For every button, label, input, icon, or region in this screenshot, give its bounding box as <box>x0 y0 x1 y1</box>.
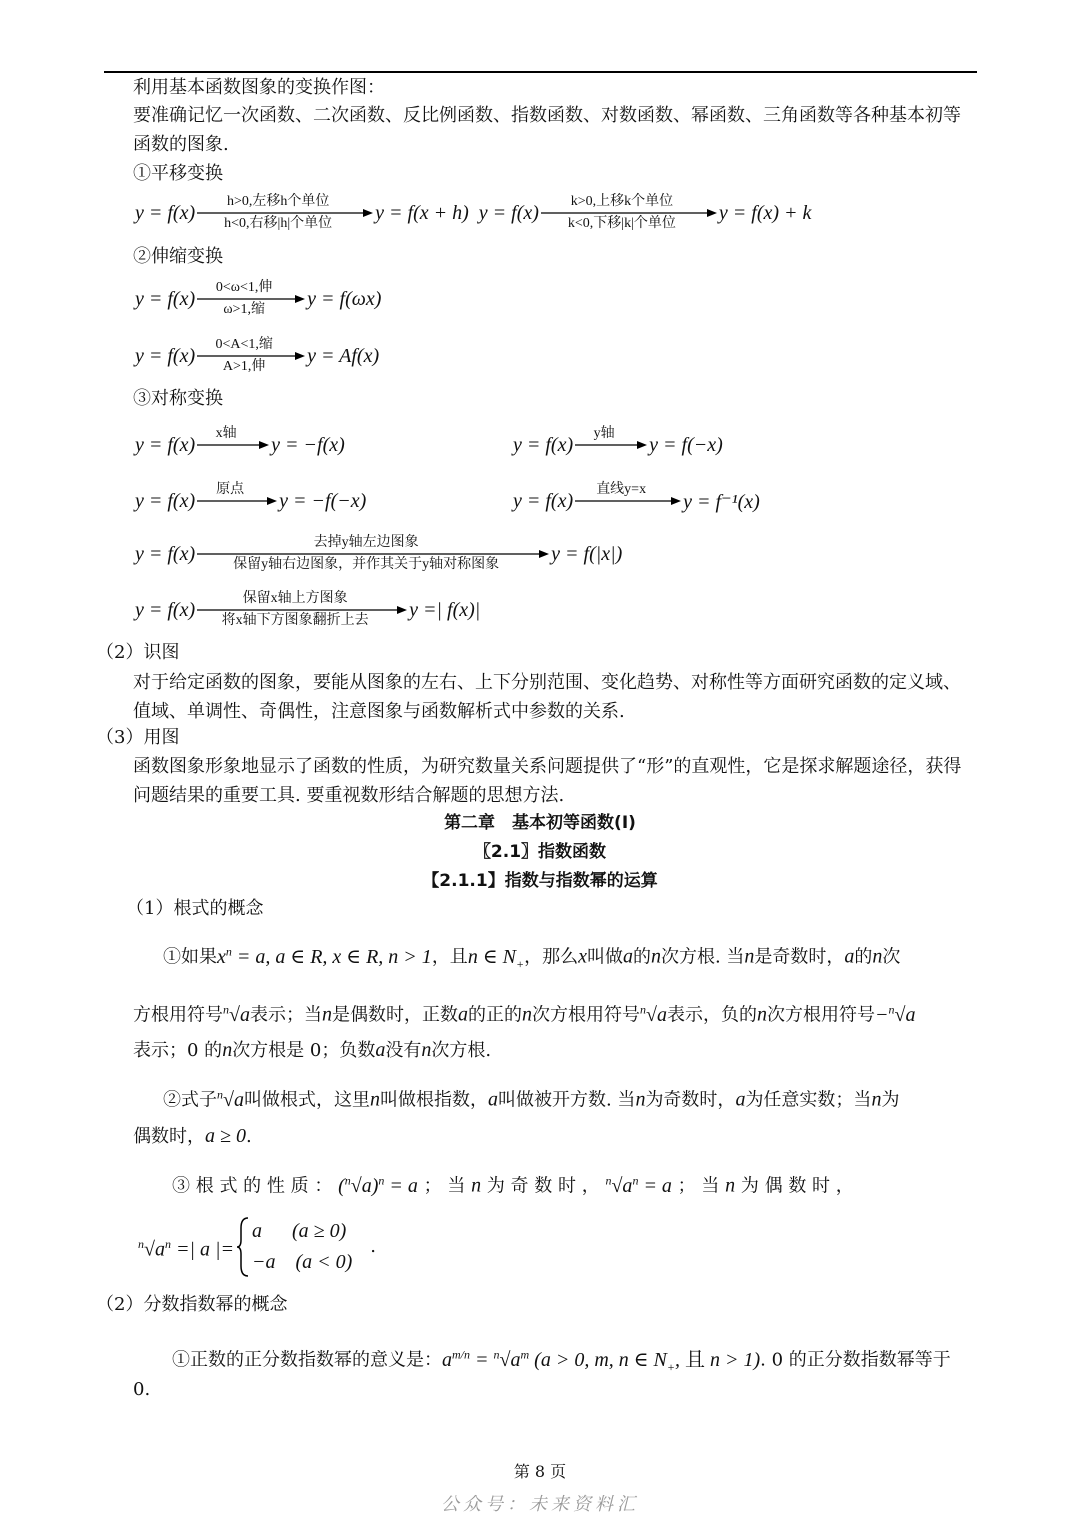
math-expr: n <box>650 945 661 968</box>
text-span: 偶数时， <box>133 1126 205 1147</box>
arrow-omega <box>197 279 305 319</box>
text-span: 的 <box>632 946 651 968</box>
translation-h-row <box>135 193 811 233</box>
section-title: 〖2.1〗指数函数 <box>473 842 607 862</box>
base-function: y = f(x) <box>513 433 574 456</box>
header-rule <box>104 71 977 73</box>
arrow-k-top-label: k>0,上移k个单位 <box>570 194 674 209</box>
math-expr: $a^{m/n} = ^n√a^m$ (a > 0, m, n ∈ $N_+$, 且 n > 1) <box>442 1347 761 1374</box>
base-function: y = f(x) <box>135 433 196 456</box>
text-span: ； 当 <box>423 1175 466 1197</box>
base-function: y = f(x) <box>135 598 196 621</box>
text-span: 是偶数时，正数 <box>331 1004 458 1026</box>
text-span: ； 当 <box>677 1175 720 1197</box>
fractional-paragraph-2: 0. <box>133 1379 151 1400</box>
case-positive: a (a ≥ 0) <box>251 1220 347 1242</box>
translation-h-result: y = f(x + h) <box>375 201 469 224</box>
subsection-title: 【2.1.1】指数与指数幂的运算 <box>422 871 658 891</box>
arrow-a-top-label: 0<A<1,缩 <box>215 337 273 352</box>
stretch-a-row <box>135 336 379 376</box>
stretch-title: ②伸缩变换 <box>133 246 223 267</box>
fractional-title: （2）分数指数幂的概念 <box>96 1294 288 1315</box>
math-expr: $^n√a^n = a$ <box>605 1173 672 1197</box>
translation-k-result: y = f(x) + k <box>718 201 812 224</box>
arrow-h <box>197 193 373 233</box>
text-span: 的正的 <box>467 1004 522 1026</box>
math-expr: a ≥ 0 <box>205 1125 246 1147</box>
base-function: y = f(x) <box>478 201 539 224</box>
arrow-abs-x-top-label: 去掉y轴左边图象 <box>313 535 419 550</box>
symmetry-origin-row <box>135 481 366 521</box>
stretch-w-result: y = f(ωx) <box>307 287 382 310</box>
radical-paragraph-4 <box>163 1080 899 1115</box>
math-expr: n <box>471 1174 482 1197</box>
stretch-w-row <box>135 279 381 319</box>
base-function: y = f(x) <box>135 489 196 512</box>
math-expr: n <box>871 1088 882 1111</box>
symmetry-abs-x-result: y = f(|x|) <box>551 542 623 565</box>
page-number: 第 8 页 <box>513 1462 567 1481</box>
math-expr: $^n$√a <box>639 1002 667 1026</box>
text-span: 表示；当 <box>249 1004 322 1026</box>
text-span: 次方根是 0；负数 <box>232 1040 376 1061</box>
symmetry-y-result: y = f(−x) <box>649 433 723 456</box>
text-span: 次方根. 当 <box>660 946 745 968</box>
math-expr: a <box>375 1039 386 1061</box>
arrow-abs-f <box>197 590 407 630</box>
math-expr: n <box>744 945 755 968</box>
arrow-icon <box>197 496 277 506</box>
arrow-y-axis-label: y轴 <box>593 426 615 441</box>
base-function: y = f(x) <box>135 287 196 310</box>
arrow-line-label: 直线y=x <box>596 482 647 497</box>
arrow-icon <box>197 440 269 450</box>
chapter-title: 第二章 基本初等函数(Ⅰ) <box>444 813 636 833</box>
arrow-abs-x-bottom-label: 保留y轴右边图象，并作其关于y轴对称图象 <box>233 557 500 572</box>
text-span: 为任意实数；当 <box>745 1089 872 1111</box>
stretch-a-result: y = Af(x) <box>307 344 380 367</box>
math-expr: n <box>756 1003 767 1026</box>
base-function: y = f(x) <box>135 542 196 565</box>
math-expr: n <box>321 1003 332 1026</box>
math-expr: −$^n$√a <box>874 1002 916 1026</box>
text-span: ③ 根 式 的 性 质 ： <box>172 1175 333 1197</box>
text-span: ②式子 <box>163 1089 217 1111</box>
arrow-a <box>197 336 305 376</box>
symmetry-line-row <box>513 481 760 521</box>
text-span: ，那么 <box>524 946 579 968</box>
arrow-h-top-label: h>0,左移h个单位 <box>226 194 330 209</box>
arrow-icon <box>575 440 647 450</box>
math-expr: $(^n√a)^n = a$ <box>338 1173 418 1197</box>
radical-paragraph-1 <box>163 937 900 978</box>
math-expr: a <box>622 945 633 968</box>
math-expr: $^n$√a <box>217 1087 244 1111</box>
text-span: 次方根. <box>431 1040 492 1061</box>
arrow-omega-top-label: 0<ω<1,伸 <box>215 280 273 295</box>
text-span: 方根用符号 <box>133 1004 223 1026</box>
usage-title: （3）用图 <box>96 727 180 748</box>
math-expr: n <box>635 1088 646 1111</box>
math-expr: $x^n = a$, a ∈ R, x ∈ R, n > 1 <box>217 944 432 968</box>
arrow-x-axis <box>197 425 269 465</box>
text-span: 为 <box>881 1089 900 1111</box>
arrow-abs-f-bottom-label: 将x轴下方图象翻折上去 <box>221 613 369 628</box>
text-span: 表示，负的 <box>666 1004 757 1026</box>
symmetry-line-result: y = f⁻¹(x) <box>683 490 760 513</box>
arrow-h-bottom-label: h<0,右移|h|个单位 <box>224 216 333 231</box>
math-expr: x <box>578 945 587 968</box>
text-span: 次方根用符号 <box>766 1004 875 1026</box>
text-span: 为奇数时， <box>645 1089 736 1111</box>
text-span: 次方根用符号 <box>531 1004 640 1026</box>
symmetry-abs-f-result: y =| f(x)| <box>409 598 481 621</box>
text-span: 的 <box>854 946 873 968</box>
math-expr: n <box>725 1174 736 1197</box>
reading-title: （2）识图 <box>96 642 180 663</box>
arrow-k <box>541 193 717 233</box>
arrow-line <box>575 481 681 521</box>
arrow-origin-label: 原点 <box>216 482 245 497</box>
arrow-abs-f-top-label: 保留x轴上方图象 <box>242 591 348 606</box>
math-expr: n <box>369 1088 380 1111</box>
text-span: ①如果 <box>163 946 217 968</box>
math-expr: $^n$√a <box>223 1002 250 1026</box>
base-function: y = f(x) <box>135 344 196 367</box>
watermark: 公众号：未来资料汇 <box>441 1494 639 1515</box>
symmetry-abs-f-row <box>135 590 480 630</box>
radical-paragraph-2 <box>133 995 915 1030</box>
radical-paragraph-3 <box>133 1036 491 1065</box>
math-expr: $^n√a^n$ =| a |= <box>138 1237 234 1261</box>
left-brace-icon <box>236 1216 250 1278</box>
symmetry-x-result: y = −f(x) <box>271 433 345 456</box>
reading-text: 对于给定函数的图象，要能从图象的左右、上下分别范围、变化趋势、对称性等方面研究函数的定义域、值域、单调性、奇偶性，注意图象与函数解析式中参数的关系. <box>133 672 961 722</box>
arrow-omega-bottom-label: ω>1,缩 <box>223 302 265 317</box>
arrow-icon <box>575 496 681 506</box>
base-function: y = f(x) <box>135 201 196 224</box>
text-span: 为 偶 数 时 ， <box>740 1175 854 1197</box>
text-span: 表示；0 的 <box>133 1040 223 1061</box>
text-span: 次 <box>882 946 901 968</box>
math-expr: n <box>872 945 883 968</box>
base-function: y = f(x) <box>513 489 574 512</box>
math-expr: a <box>844 945 855 968</box>
case-negative: −a (a < 0) <box>251 1251 353 1273</box>
radical-paragraph-5: 偶数时，a ≥ 0. <box>133 1125 252 1147</box>
text-span: 叫做被开方数. 当 <box>497 1089 636 1111</box>
symmetry-y-row <box>513 425 723 465</box>
text-span: 没有 <box>385 1040 422 1061</box>
intro-text: 要准确记忆一次函数、二次函数、反比例函数、指数函数、对数函数、幂函数、三角函数等各种基本初等函数的图象. <box>133 105 961 155</box>
text-span: ，且 <box>431 946 468 968</box>
math-expr: n <box>421 1039 432 1061</box>
translation-title: ①平移变换 <box>133 163 223 184</box>
symmetry-title: ③对称变换 <box>133 388 223 409</box>
text-span: 叫做根指数， <box>379 1089 488 1111</box>
text-span: ①正数的正分数指数幂的意义是： <box>172 1349 442 1371</box>
symmetry-x-row <box>135 425 345 465</box>
math-expr: a <box>735 1088 746 1111</box>
math-expr: a <box>487 1088 498 1111</box>
math-expr: a <box>457 1003 468 1026</box>
intro-heading: 利用基本函数图象的变换作图： <box>133 77 385 98</box>
math-expr: n ∈ $N_+$ <box>467 945 525 971</box>
text-span: 叫做 <box>586 946 623 968</box>
symmetry-origin-result: y = −f(−x) <box>279 489 367 512</box>
symmetry-abs-x-row <box>135 534 622 574</box>
usage-text: 函数图象形象地显示了函数的性质，为研究数量关系问题提供了“形”的直观性，它是探求解题途径，获得问题结果的重要工具. 要重视数形结合解题的思想方法. <box>133 756 962 806</box>
math-expr: n <box>222 1039 233 1061</box>
radical-abs-formula: $^n√a^n$ =| a |= a (a ≥ 0) −a (a < 0) . <box>138 1216 376 1278</box>
radical-paragraph-6 <box>172 1166 854 1201</box>
text-span: 是奇数时， <box>754 946 845 968</box>
arrow-origin <box>197 481 277 521</box>
text-span: 叫做根式，这里 <box>243 1089 370 1111</box>
text-span: 为 奇 数 时 ， <box>486 1175 600 1197</box>
arrow-x-axis-label: x轴 <box>215 426 237 441</box>
arrow-y-axis <box>575 425 647 465</box>
arrow-abs-x <box>197 534 549 574</box>
arrow-a-bottom-label: A>1,伸 <box>222 359 266 374</box>
radical-title: （1）根式的概念 <box>126 898 264 919</box>
fractional-paragraph-1 <box>172 1340 951 1381</box>
arrow-k-bottom-label: k<0,下移|k|个单位 <box>567 216 676 231</box>
text-span: . 0 的正分数指数幂等于 <box>760 1349 951 1371</box>
math-expr: n <box>521 1003 532 1026</box>
